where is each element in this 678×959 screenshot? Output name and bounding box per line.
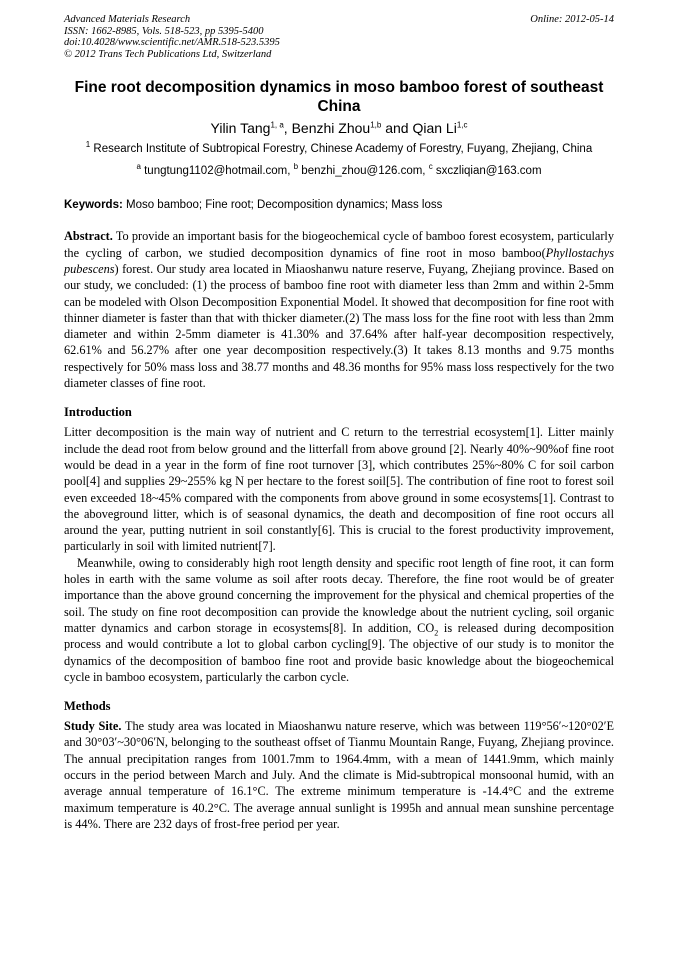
study-site-paragraph xyxy=(64,718,614,832)
abstract-text-2: ) forest. Our study area located in Miaoshanwu nature reserve, Fuyang, Zhejiang province. Based on our study, we concluded: (1) the process of bamboo fine root with diameter less than 2mm and within 2-5mm can be modeled with Olson Decomposition Exponential Model. It showed that decomposition for fine root with thinner diameter is faster than that with thicker diameter.(2) The mass loss for the fine root with less than 2mm diameter and within 2-5mm diameter is 41.30% and 37.64% after half-year decomposition respectively, 62.61% and 56.27% after one year decomposition respectively.(3) It takes 8.13 months and 9.75 months respectively for 50% mass loss and 38.77 months and 48.36 months for 95% mass loss respectively for the two diameter classes of fine root. xyxy=(64,261,614,391)
author-affil-mark: 1,c xyxy=(456,120,468,130)
author-name: Yilin Tang xyxy=(210,120,271,137)
email-mark: b xyxy=(293,162,299,172)
email-mark: a xyxy=(136,162,141,172)
journal-doi: doi:10.4028/www.scientific.net/AMR.518-523.5395 xyxy=(64,37,280,49)
author-separator: and xyxy=(381,120,413,137)
study-site-label: Study Site. xyxy=(64,719,122,734)
co2-subscript: 2 xyxy=(434,628,439,638)
keywords-text: Moso bamboo; Fine root; Decomposition dynamics; Mass loss xyxy=(122,199,443,212)
introduction-paragraph-2 xyxy=(64,555,614,685)
author-emails xyxy=(64,164,614,179)
email-mark: c xyxy=(428,162,433,172)
author-name: Qian Li xyxy=(412,120,457,137)
author-affil-mark: 1,b xyxy=(370,120,382,130)
study-site-text: The study area was located in Miaoshanwu nature reserve, which was between 119°56′~120°02′E and 30°03′~30°06′N, belonging to the southeast offset of Tianmu Mountain Range, Fuyang, Zhejiang province. The annual precipitation ranges from 1001.7mm to 1964.4mm, with a mean of 1441.9mm, which mainly occurs in the period between March and July. And the climate is Mid-subtropical monsoonal humid, with an average annual temperature of 16.1°C. The extreme minimum temperature is -14.4°C and the extreme maximum temperature is 40.2°C. The average annual sunlight is 1995h and annual mean sunshine percentage is 44%. There are 232 days of frost-free period per year. xyxy=(64,719,615,831)
paper-title: Fine root decomposition dynamics in moso bamboo forest of southeast China xyxy=(74,79,604,116)
author-affil-mark: 1, a xyxy=(270,120,284,130)
author-list xyxy=(64,119,614,137)
author-separator: , xyxy=(283,120,292,137)
introduction-heading: Introduction xyxy=(64,405,132,420)
journal-name: Advanced Materials Research xyxy=(64,14,191,25)
email-address: sxczliqian@163.com xyxy=(432,165,542,178)
species-name: Phyllostachys pubescens xyxy=(64,245,614,276)
introduction-paragraph-1: Litter decomposition is the main way of nutrient and C return to the terrestrial ecosystem[1]. Litter mainly include the dead root from below ground and the litterfall from above ground [2]. Nearly 40%~90%of fine root would be dead in a year in the form of fine root turnover [3], which contributes 25%~80% C for soil carbon pool[4] and supplies 29~255% kg N per hectare to the forest soil[5]. The contribution of fine root to forest soil even exceeded 18~45% compared with the components from above ground in some ecosystems[1]. Contrast to the aboveground litter, which is of seasonal dynamics, the death and decomposition of fine root occurs all around the year, putting nutrient in soil constantly[6]. This is crucial to the forest productivity improvement, particularly in soil with limited nutrient[7]. xyxy=(64,425,614,554)
author-name: Benzhi Zhou xyxy=(291,120,371,137)
online-date: Online: 2012-05-14 xyxy=(530,14,614,25)
intro-p2-text-2: is released during decomposition process and would contribute a lot to global carbon cycling[9]. The objective of our study is to monitor the dynamics of the decomposition of bamboo fine root and provide basic knowledge about the biogeochemical cycle in bamboo ecosystem, particularly the carbon cycle. xyxy=(64,620,614,684)
email-address: tungtung1102@hotmail.com, xyxy=(140,165,294,178)
keywords xyxy=(64,198,614,213)
keywords-label: Keywords: xyxy=(64,199,123,212)
journal-header xyxy=(64,14,614,60)
paper-page xyxy=(64,14,614,832)
affiliation xyxy=(60,142,618,157)
affiliation-text: Research Institute of Subtropical Forestry, Chinese Academy of Forestry, Fuyang, Zhejiang, China xyxy=(90,143,593,156)
affiliation-mark: 1 xyxy=(85,140,91,150)
email-address: benzhi_zhou@126.com, xyxy=(298,165,429,178)
journal-issn: ISSN: 1662-8985, Vols. 518-523, pp 5395-5400 xyxy=(64,25,264,37)
methods-heading: Methods xyxy=(64,699,111,714)
abstract-label: Abstract. xyxy=(64,229,113,244)
abstract-text-1: To provide an important basis for the biogeochemical cycle of bamboo forest ecosystem, particularly the cycling of carbon, we studied decomposition dynamics of fine root in moso bamboo( xyxy=(64,229,614,260)
intro-p2-text-1: Meanwhile, owing to considerably high root length density and specific root length of fine root, it can form holes in earth with the same volume as soil after roots decay. Therefore, the fine root would be of greater importance than the above ground concerning the improvement for the physical and chemical properties of the soil. The study on fine root decomposition can provide the knowledge about the nutrient cycling, soil organic matter dynamics and carbon storage in ecosystems[8]. In addition, CO xyxy=(64,555,614,635)
abstract xyxy=(64,228,614,391)
journal-copyright: © 2012 Trans Tech Publications Ltd, Switzerland xyxy=(64,48,272,60)
